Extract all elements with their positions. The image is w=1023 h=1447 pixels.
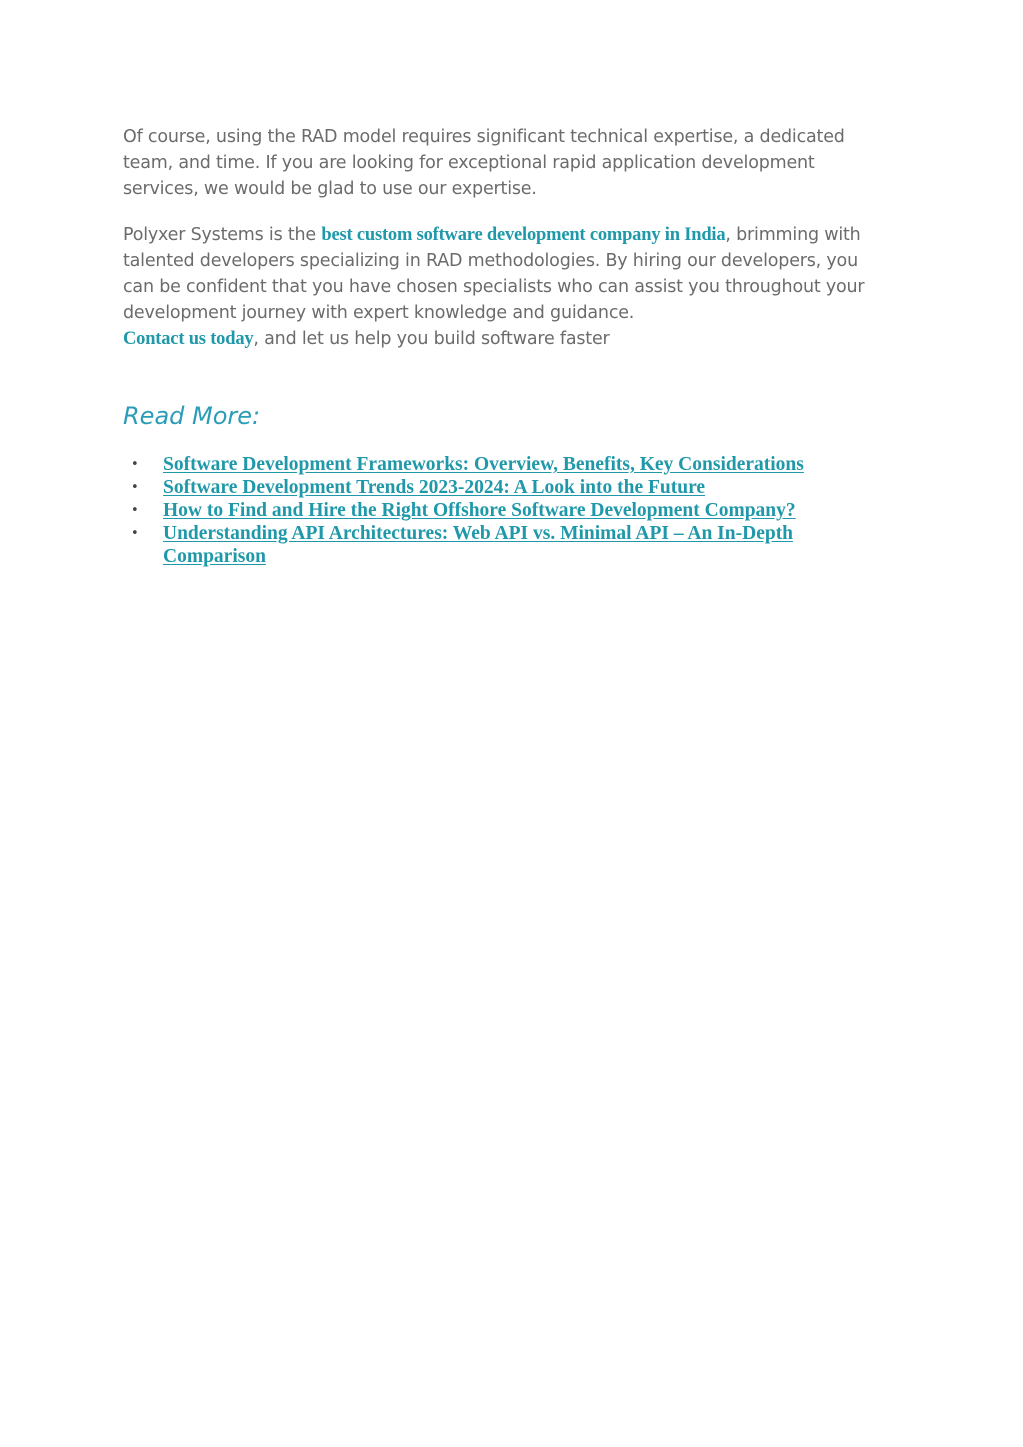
document-page (123, 124, 893, 568)
list-item (123, 499, 893, 522)
company-prefix: Polyxer Systems is the (123, 225, 322, 245)
api-architectures-article-link[interactable]: Understanding API Architectures: Web API vs. Minimal API – An In-Depth Comparison (163, 523, 794, 567)
frameworks-article-link[interactable]: Software Development Frameworks: Overview, Benefits, Key Considerations (163, 454, 804, 475)
custom-software-company-link[interactable]: best custom software development company in India (321, 225, 726, 245)
intro-paragraph (123, 124, 893, 202)
company-suffix: , brimming with talented developers specializing in RAD methodologies. By hiring our developers, you can be confident that you have chosen specialists who can assist you throughout your development journey with expert knowledge and guidance. (123, 225, 865, 323)
bullet-icon: • (131, 526, 139, 541)
bullet-icon: • (131, 480, 139, 495)
list-item (123, 453, 893, 476)
offshore-article-link[interactable]: How to Find and Hire the Right Offshore Software Development Company? (163, 500, 796, 521)
contact-us-link[interactable]: Contact us today (123, 329, 254, 349)
bullet-icon: • (131, 503, 139, 518)
contact-suffix: , and let us help you build software faster (253, 329, 610, 349)
bullet-icon: • (131, 457, 139, 472)
company-paragraph (123, 222, 893, 352)
intro-text: Of course, using the RAD model requires significant technical expertise, a dedicated team, and time. If you are looking for exceptional rapid application development services, we would be glad to use our expertise. (123, 127, 845, 199)
read-more-heading: Read More: (123, 402, 261, 430)
trends-article-link[interactable]: Software Development Trends 2023-2024: A Look into the Future (163, 477, 706, 498)
list-item (123, 476, 893, 499)
list-item (123, 522, 893, 568)
read-more-list (123, 453, 893, 568)
